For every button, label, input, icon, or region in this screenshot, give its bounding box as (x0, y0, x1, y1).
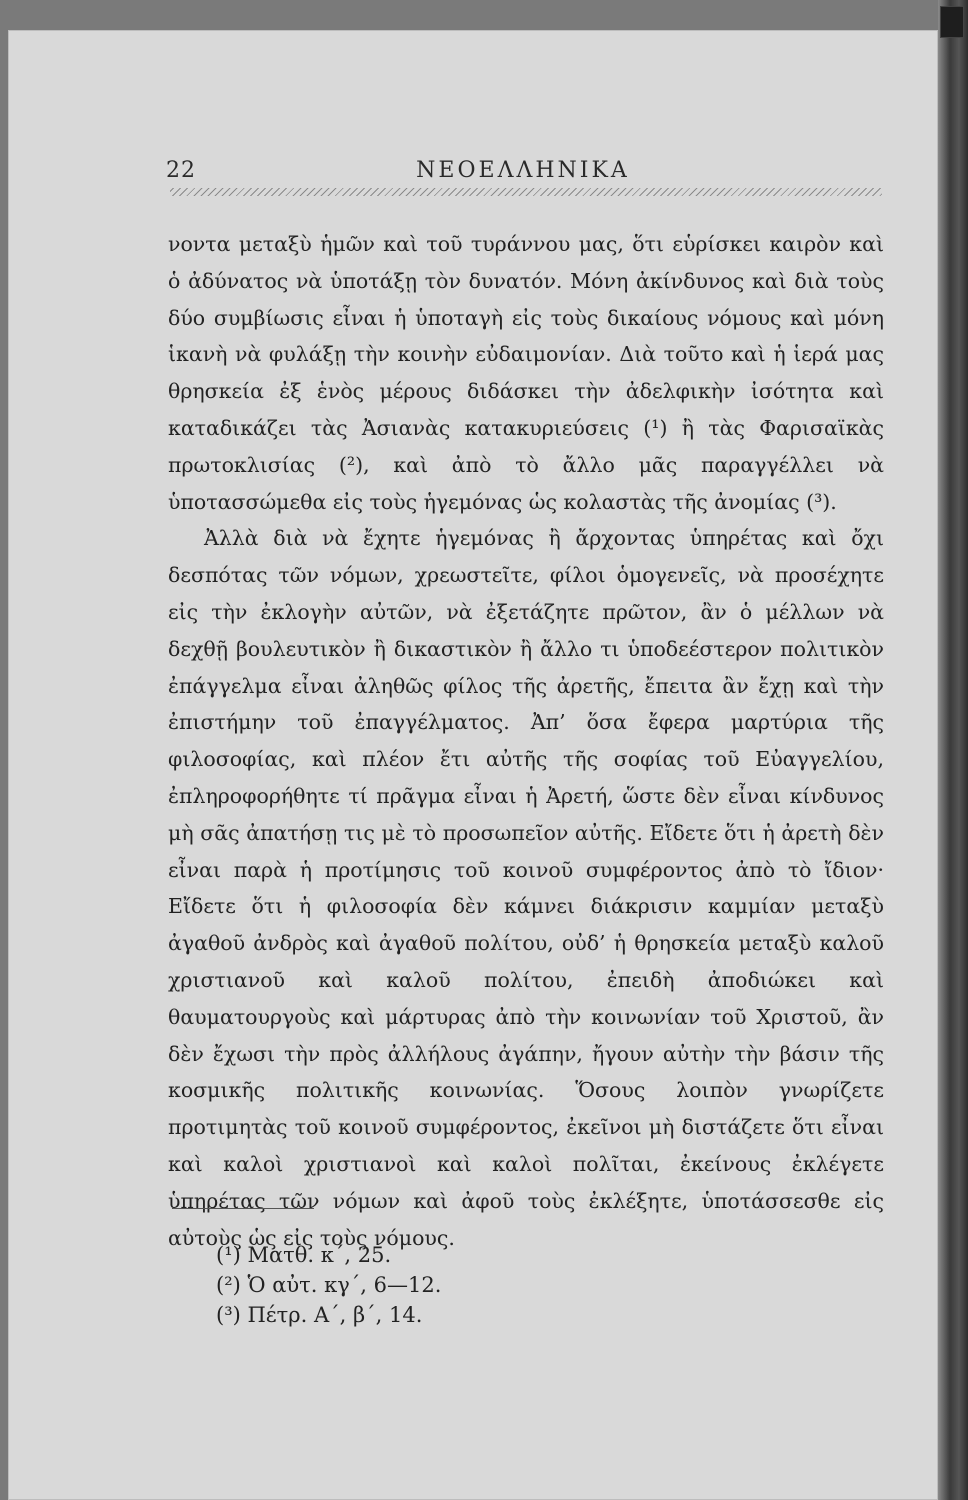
running-title: ΝΕΟΕΛΛΗΝΙΚΑ (416, 158, 630, 183)
footnote: (³) Πέτρ. Α΄, β΄, 14. (216, 1303, 423, 1327)
paragraph: Ἀλλὰ διὰ νὰ ἔχητε ἡγεμόνας ἢ ἄρχοντας ὑπηρέτας καὶ ὄχι δεσπότας τῶν νόμων, χρεωστεῖτε, φίλοι ὁμογενεῖς, νὰ προσέχητε εἰς τὴν ἐκλογὴν αὐτῶν, νὰ ἐξετάζητε πρῶτον, ἂν ὁ μέλλων νὰ δεχθῇ βουλευτικὸν ἢ δικαστικὸν ἢ ἄλλο τι ὑποδεέστερον πολιτικὸν ἐπάγγελμα εἶναι ἀληθῶς φίλος τῆς ἀρετῆς, ἔπειτα ἂν ἔχῃ καὶ τὴν ἐπιστήμην τοῦ ἐπαγγέλματος. Ἀπ’ ὅσα ἔφερα μαρτύρια τῆς φιλοσοφίας, καὶ πλέον ἔτι αὐτῆς τῆς σοφίας τοῦ Εὐαγγελίου, ἐπληροφορήθητε τί πρᾶγμα εἶναι ἡ Ἀρετή, ὥστε δὲν εἶναι κίνδυνος μὴ σᾶς ἀπατήσῃ τις μὲ τὸ προσωπεῖον αὐτῆς. Εἴδετε ὅτι ἡ ἀρετὴ δὲν εἶναι παρὰ ἡ προτίμησις τοῦ κοινοῦ συμφέροντος ἀπὸ τὸ ἴδιον· Εἴδετε ὅτι ἡ φιλοσοφία δὲν κάμνει διάκρισιν καμμίαν μεταξὺ ἀγαθοῦ ἀνδρὸς καὶ ἀγαθοῦ πολίτου, οὐδ’ ἡ θρησκεία μεταξὺ καλοῦ χριστιανοῦ καὶ καλοῦ πολίτου, ἐπειδὴ ἀποδιώκει καὶ θαυματουργοὺς καὶ μάρτυρας ἀπὸ τὴν κοινωνίαν τοῦ Χριστοῦ, ἂν δὲν ἔχωσι τὴν πρὸς ἀλλήλους ἀγάπην, ἤγουν αὐτὴν τὴν βάσιν τῆς κοσμικῆς πολιτικῆς κοινωνίας. Ὅσους λοιπὸν γνωρίζετε προτιμητὰς τοῦ κοινοῦ συμφέροντος, ἐκεῖνοι μὴ διστάζετε ὅτι εἶναι καὶ καλοὶ χριστιανοὶ καὶ καλοὶ πολῖται, ἐκείνους ἐκλέγετε ὑπηρέτας τῶν νόμων καὶ ἀφοῦ τοὺς ἐκλέξητε, ὑποτάσσεσθε εἰς αὐτοὺς ὡς εἰς τοὺς νόμους. (168, 526, 884, 1250)
spine-label (940, 6, 964, 38)
book-spine (938, 0, 968, 1500)
footnote: (¹) Ματθ. κ΄, 25. (216, 1243, 392, 1267)
footnote-rule (172, 1208, 314, 1209)
paragraph: νοντα μεταξὺ ἡμῶν καὶ τοῦ τυράννου μας, ὅτι εὑρίσκει καιρὸν καὶ ὁ ἀδύνατος νὰ ὑποτάξῃ τὸν δυνατόν. Μόνη ἀκίνδυνος καὶ διὰ τοὺς δύο συμβίωσις εἶναι ἡ ὑποταγὴ εἰς τοὺς δικαίους νόμους καὶ μόνη ἱκανὴ νὰ φυλάξῃ τὴν κοινὴν εὐδαιμονίαν. Διὰ τοῦτο καὶ ἡ ἱερά μας θρησκεία ἐξ ἑνὸς μέρους διδάσκει τὴν ἀδελφικὴν ἰσότητα καὶ καταδικάζει τὰς Ἀσιανὰς κατακυριεύσεις (¹) ἢ τὰς Φαρισαϊκὰς πρωτοκλισίας (²), καὶ ἀπὸ τὸ ἄλλο μᾶς παραγγέλλει νὰ ὑποτασσώμεθα εἰς τοὺς ἡγεμόνας ὡς κολαστὰς τῆς ἀνομίας (³). (168, 232, 884, 514)
footnotes (216, 1240, 816, 1330)
footnote: (²) Ὁ αὐτ. κγ΄, 6—12. (216, 1273, 442, 1297)
page-header (158, 158, 888, 188)
header-ornament-rule (170, 188, 882, 196)
body-text (168, 226, 884, 1256)
page-number: 22 (166, 158, 196, 183)
